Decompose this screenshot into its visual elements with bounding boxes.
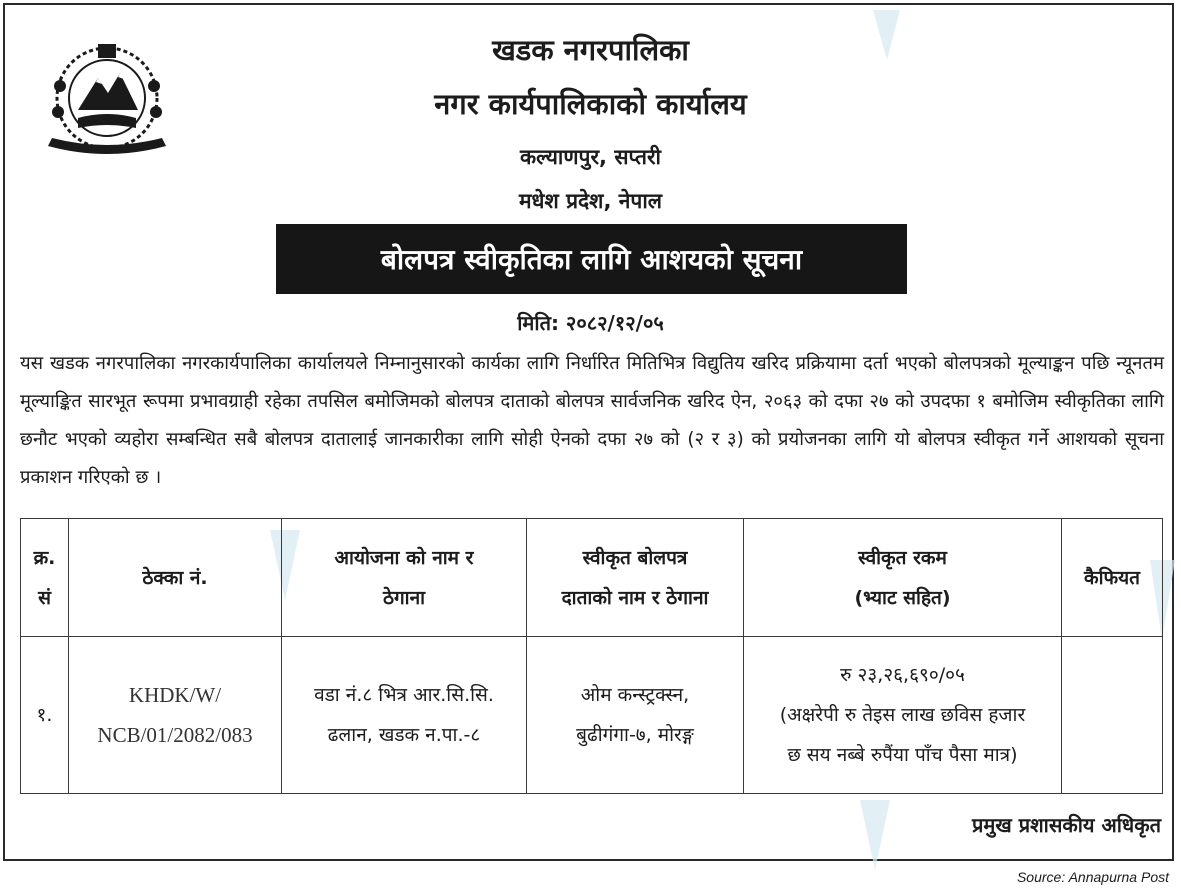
table-header-row bbox=[21, 519, 1163, 637]
province: मधेश प्रदेश, नेपाल bbox=[519, 189, 662, 213]
cell-contract: KHDK/W/ NCB/01/2082/083 bbox=[69, 637, 282, 794]
header-project: आयोजना को नाम र ठेगाना bbox=[282, 519, 527, 637]
office-name: नगर कार्यपालिकाको कार्यालय bbox=[434, 87, 747, 121]
source-credit: Source: Annapurna Post bbox=[1016, 869, 1169, 885]
cell-remarks bbox=[1062, 637, 1163, 794]
header-remarks: कैफियत bbox=[1062, 519, 1163, 637]
office-location: कल्याणपुर, सप्तरी bbox=[520, 145, 661, 169]
table-row bbox=[21, 637, 1163, 794]
municipality-name: खडक नगरपालिका bbox=[492, 33, 689, 67]
header-amount: स्वीकृत रकम (भ्याट सहित) bbox=[744, 519, 1062, 637]
header-sn: क्र. सं bbox=[21, 519, 69, 637]
header-bidder: स्वीकृत बोलपत्र दाताको नाम र ठेगाना bbox=[527, 519, 744, 637]
cell-project: वडा नं.८ भित्र आर.सि.सि. ढलान, खडक न.पा.-८ bbox=[282, 637, 527, 794]
cell-amount: रु २३,२६,६९०/०५ (अक्षरेपी रु तेइस लाख छविस हजार छ सय नब्बे रुपैंया पाँच पैसा मात्र) bbox=[744, 637, 1062, 794]
cell-bidder: ओम कन्स्ट्रक्स्न, बुढीगंगा-७, मोरङ्ग bbox=[527, 637, 744, 794]
notice-body: यस खडक नगरपालिका नगरकार्यपालिका कार्यालयले निम्नानुसारको कार्यका लागि निर्धारित मितिभित्र विद्युतिय खरिद प्रक्रियामा दर्ता भएको बोलपत्रको मूल्याङ्कन पछि न्यूनतम मूल्याङ्कित सारभूत रूपमा प्रभावग्राही रहेका तपसिल बमोजिमको बोलपत्र दाताको बोलपत्र सार्वजनिक खरिद ऐन, २०६३ को दफा २७ को उपदफा १ बमोजिम स्वीकृतिका लागि छनौट भएको व्यहोरा सम्बन्धित सबै बोलपत्र दातालाई जानकारीका लागि सोही ऐनको दफा २७ को (२ र ३) को प्रयोजनका लागि यो बोलपत्र स्वीकृत गर्ने आशयको सूचना प्रकाशन गरिएको छ । bbox=[20, 353, 1164, 488]
cell-sn: १. bbox=[21, 637, 69, 794]
signature-title: प्रमुख प्रशासकीय अधिकृत bbox=[972, 813, 1161, 837]
notice-date: मिति: २०८२/१२/०५ bbox=[517, 311, 664, 335]
header-contract: ठेक्का नं. bbox=[69, 519, 282, 637]
bid-table bbox=[20, 518, 1163, 794]
notice-title: बोलपत्र स्वीकृतिका लागि आशयको सूचना bbox=[276, 224, 907, 294]
